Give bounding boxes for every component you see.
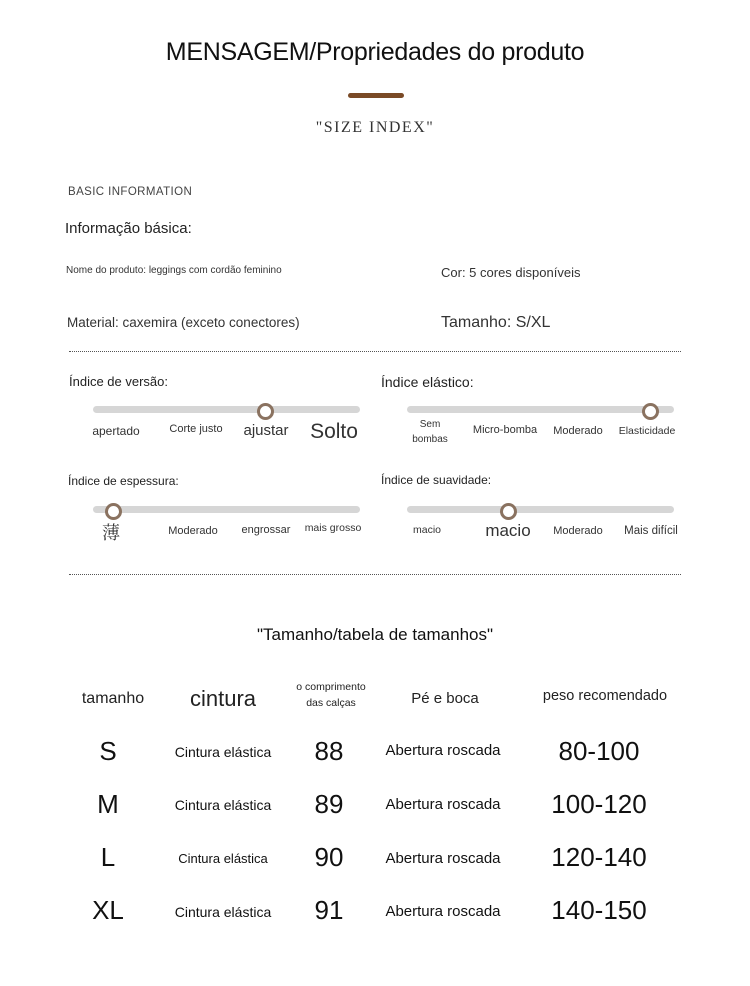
elastic-index-track bbox=[407, 406, 674, 413]
header-size: tamanho bbox=[81, 690, 145, 707]
version-index-title: Índice de versão: bbox=[69, 374, 169, 389]
softness-index-track bbox=[407, 506, 674, 513]
cell-size: M bbox=[97, 789, 119, 819]
divider bbox=[69, 574, 681, 575]
product-material: Material: caxemira (exceto conectores) bbox=[67, 315, 300, 330]
elastic-label: Elasticidade bbox=[618, 425, 676, 437]
size-table-title: "Tamanho/tabela de tamanhos" bbox=[256, 625, 494, 644]
basic-info-heading: Informação básica: bbox=[65, 220, 192, 237]
cell-waist: Cintura elástica bbox=[178, 851, 268, 866]
cell-weight: 100-120 bbox=[551, 789, 647, 819]
elastic-label: Micro-bomba bbox=[472, 424, 538, 436]
header-waist: cintura bbox=[189, 686, 257, 711]
thickness-index-title: Índice de espessura: bbox=[68, 474, 179, 488]
cell-waist: Cintura elástica bbox=[174, 744, 272, 760]
cell-size: L bbox=[100, 842, 116, 872]
version-label: apertado bbox=[92, 424, 140, 438]
header-length-line1: o comprimento bbox=[296, 681, 366, 693]
title-accent-bar bbox=[348, 93, 404, 98]
elastic-index-title: Índice elástico: bbox=[381, 374, 474, 390]
softness-index-marker bbox=[500, 503, 517, 520]
cell-length: 91 bbox=[314, 895, 344, 925]
cell-length: 88 bbox=[314, 736, 344, 766]
elastic-label: Moderado bbox=[553, 425, 603, 437]
header-weight: peso recomendado bbox=[542, 688, 668, 704]
softness-index-title: Índice de suavidade: bbox=[381, 473, 492, 487]
thickness-label: engrossar bbox=[241, 524, 291, 536]
basic-info-heading-en: BASIC INFORMATION bbox=[68, 186, 193, 198]
divider bbox=[69, 351, 681, 352]
softness-label: Moderado bbox=[553, 525, 603, 537]
cell-weight: 140-150 bbox=[551, 895, 647, 925]
thickness-label: 薄 bbox=[102, 523, 120, 543]
header-length-line2: das calças bbox=[306, 697, 356, 709]
elastic-index-marker bbox=[642, 403, 659, 420]
cell-size: XL bbox=[92, 895, 124, 925]
cell-weight: 120-140 bbox=[551, 842, 647, 872]
version-index-marker bbox=[257, 403, 274, 420]
cell-waist: Cintura elástica bbox=[174, 797, 272, 813]
cell-foot: Abertura roscada bbox=[385, 903, 501, 920]
version-label: Solto bbox=[310, 420, 358, 443]
version-label: ajustar bbox=[243, 422, 289, 439]
page-subtitle: "SIZE INDEX" bbox=[315, 119, 435, 136]
thickness-index-track bbox=[93, 506, 360, 513]
cell-length: 90 bbox=[314, 842, 344, 872]
cell-size: S bbox=[99, 736, 117, 766]
page-title: MENSAGEM/Propriedades do produto bbox=[165, 38, 585, 66]
cell-foot: Abertura roscada bbox=[385, 742, 501, 759]
softness-label: Mais difícil bbox=[624, 525, 678, 537]
version-index-track bbox=[93, 406, 360, 413]
version-label: Corte justo bbox=[169, 423, 223, 435]
cell-waist: Cintura elástica bbox=[174, 904, 272, 920]
cell-length: 89 bbox=[314, 789, 344, 819]
header-foot: Pé e boca bbox=[411, 690, 479, 707]
thickness-label: mais grosso bbox=[304, 522, 362, 534]
cell-foot: Abertura roscada bbox=[385, 796, 501, 813]
softness-label: macio bbox=[412, 524, 441, 536]
product-color: Cor: 5 cores disponíveis bbox=[441, 265, 581, 280]
cell-weight: 80-100 bbox=[558, 736, 640, 766]
elastic-label: Sem bombas bbox=[412, 419, 448, 445]
product-name: Nome do produto: leggings com cordão feminino bbox=[66, 265, 282, 276]
product-size: Tamanho: S/XL bbox=[441, 314, 551, 331]
cell-foot: Abertura roscada bbox=[385, 850, 501, 867]
thickness-label: Moderado bbox=[168, 525, 218, 537]
thickness-index-marker bbox=[105, 503, 122, 520]
softness-label: macio bbox=[485, 521, 531, 540]
